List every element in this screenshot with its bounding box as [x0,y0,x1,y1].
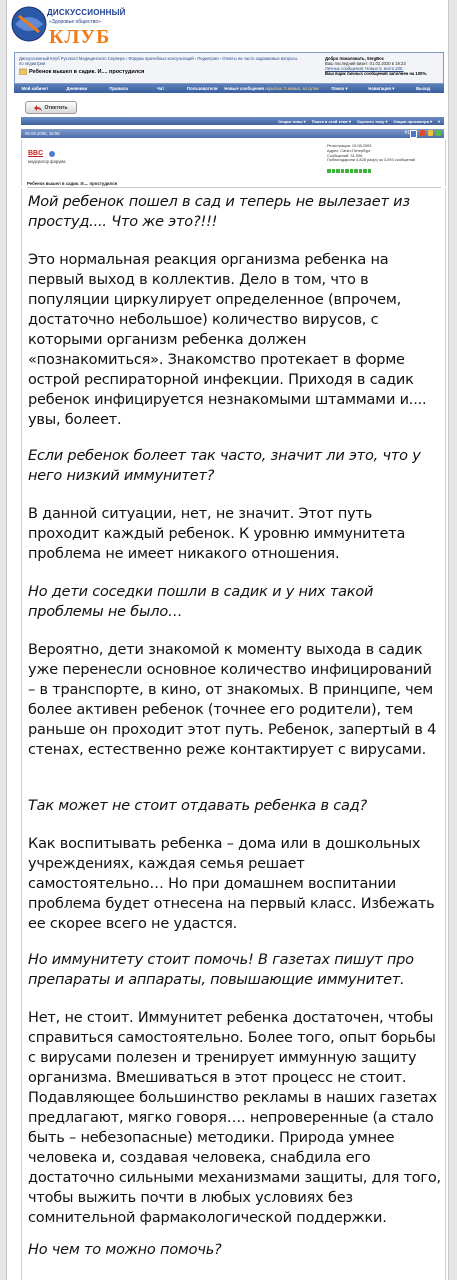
author-info [327,144,443,163]
post-author-panel [21,140,446,186]
menu-item-logout[interactable]: Выход [415,86,431,91]
answer-paragraph: Вероятно, дети знакомой к моменту выхода в садик уже перенесли основное количество инфицирований – в транспорте, в кино, от знакомых. В принципе, чем более активен ребенок (точнее его родители), тем раньше он проходит этот путь. Ребенок, запертый в 4 стенах, естественно реже контактирует с вирусами. [28,642,437,758]
answer-paragraph: В данной ситуации, нет, не значит. Этот путь проходит каждый ребенок. К уровню иммунитета проблема не имеет никакого отношения. [28,506,406,562]
globe-logo-icon [9,2,49,46]
author-address: Адрес: Санкт-Петербург [327,147,371,153]
post-header [21,129,444,138]
user-box [325,56,440,76]
online-status-icon [49,151,55,157]
answer-paragraph: Как воспитывать ребенка – дома или в дошкольных учреждениях, каждая семья решает самостоятельно… Но при домашнем воспитании проблема будет отнесена на первый класс. Избежать ее скорее всего не удастся. [28,836,435,932]
author-registered: Регистрация: 15.08.2005 [327,143,372,148]
answer-paragraph: Нет, не стоит. Иммунитет ребенка достаточен, чтобы справиться самостоятельно. Более того, опыт борьбы с вирусами полезен и тренирует иммунную защиту организма. Вмешиваться в этот процесс не стоит. Подавляющее большинство рекламы в наших газетах предлагают, мягко говоря…. непроверенные (а стало быть – небезопасные) методики. Природа умнее человека и, создавая человека, снабдила его достаточно сильными механизмами защиты, для того, чтобы выжить почти в любых условиях без сомнительной фармакологической поддержки. [28,1010,441,1226]
logo-club: КЛУБ [49,26,111,48]
search-thread-menu[interactable]: Поиск в этой теме ▾ [311,118,351,124]
bookmark-icon[interactable] [436,130,441,136]
menu-item-diaries[interactable]: Дневники [66,86,88,91]
post-number[interactable]: #1 [404,130,410,136]
post-icons [410,130,441,138]
reply-arrow-icon [34,105,42,111]
site-logo[interactable] [9,2,139,46]
menu-item-hidden[interactable]: скрытых: 0 новых, за сутки [265,86,319,91]
thread-tools-bar [21,117,444,125]
question-paragraph: Но чем то можно помочь? [28,1242,222,1258]
thread-options-menu[interactable]: Опции темы ▾ [278,118,306,124]
menu-item-new-posts[interactable]: Новые сообщения [224,86,264,91]
menu-item-chat[interactable]: Чат [156,86,165,91]
reply-button[interactable] [25,101,77,114]
question-paragraph: Но иммунитету стоит помочь! В газетах пишут про препараты и аппараты, повышающие иммунитет. [28,952,414,988]
private-messages-link[interactable]: Личные сообщения: Новых 0, всего 200. [325,66,404,71]
author-role: модератор форума [28,159,66,164]
menu-item-navigation[interactable]: Навигация ▾ [368,85,395,91]
author-name[interactable]: BBC [28,150,44,157]
question-paragraph: Так может не стоит отдавать ребенка в сад? [28,798,368,814]
welcome-text: Добро пожаловать, SergBoc [325,56,385,61]
warning-icon[interactable] [420,130,425,136]
answer-paragraph: Это нормальная реакция организма ребенка на первый выход в коллектив. Дело в том, что в популяции циркулирует определенное (впрочем, достаточно небольшое) количество вирусов, с которыми организм ребенка должен «познакомиться». Знакомство протекает в форме острой респираторной инфекции. Приходя в садик ребенок инфицируется незнакомыми штаммами и.... увы, болеет. [28,252,427,428]
question-paragraph: Мой ребенок пошел в сад и теперь не вылезает из простуд.... Что же это?!!! [28,194,410,230]
menu-item-users[interactable]: Пользователи [187,86,218,91]
main-menu [14,84,444,93]
last-visit: Ваш последний визит: 01.02.2020 в 19:23 [325,61,406,66]
author-thanks: Поблагодарили 4,828 раз(а) за 3,093 сообщений [327,157,416,163]
logo-subtitle: «Здоровье общество» [49,19,101,25]
menu-item-search[interactable]: Поиск ▾ [331,85,348,91]
menu-item-cabinet[interactable]: Мой кабинет [21,86,49,91]
breadcrumb[interactable]: Дискуссионный Клуб Русского Медицинского Сервера › Форумы врачебных консультаций › Педиатрия › Ответы на часто задаваемые вопросы по педиатрии [19,56,298,66]
question-paragraph: Если ребенок болеет так часто, значит ли это, что у него низкий иммунитет? [28,448,421,484]
reputation-bar [327,169,371,173]
reply-label: Ответить [44,104,68,111]
pm-quota: Ваш ящик личных сообщений заполнен на 100%. [325,71,428,76]
question-paragraph: Но дети соседки пошли в садик и у них такой проблемы не было… [28,584,374,620]
page [6,0,449,1280]
menu-item-rules[interactable]: Правила [109,86,128,91]
logo-title: ДИСКУССИОННЫЙ [47,8,126,17]
folder-icon [19,68,27,75]
navbar [14,52,444,84]
post-subject: Ребенок вышел в садик. И.... простудился [27,181,118,186]
report-icon[interactable] [428,130,433,136]
post-date: 06.09.2006, 18:56 [25,131,60,136]
forward-icon[interactable] [410,130,417,138]
post-body [21,188,446,1280]
display-options-menu[interactable]: Опции просмотра ▾ [393,118,432,124]
rate-thread-menu[interactable]: Оценить тему ▾ [356,118,388,124]
author-posts: Сообщений: 31,596 [327,152,363,158]
extra-menu[interactable]: ▾ [437,118,440,124]
thread-title: Ребенок вышел в садик. И.... простудился [29,69,145,75]
